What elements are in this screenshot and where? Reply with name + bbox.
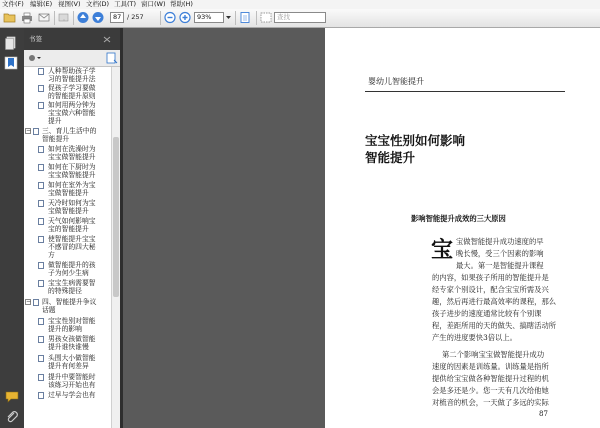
- page-number: 87: [539, 410, 548, 418]
- bookmark-item[interactable]: 宝宝性别对智能 提升的影响: [38, 317, 110, 333]
- bookmark-item[interactable]: 如何用两分钟为 宝宝做六种智能 提升: [38, 101, 110, 125]
- bookmark-item[interactable]: 做智能提升的孩 子为何少生病: [38, 261, 110, 277]
- menu-view[interactable]: 视图(V): [58, 0, 81, 8]
- menu-file[interactable]: 文件(F): [2, 0, 24, 8]
- panel-header: [24, 28, 120, 50]
- collapse-icon[interactable]: −: [26, 298, 32, 305]
- close-panel-icon[interactable]: [102, 35, 112, 44]
- bookmark-item[interactable]: 如何在室外为宝 宝做智能提升: [38, 181, 110, 197]
- bookmark-item[interactable]: 男孩女孩做智能 提升谁快谁慢: [38, 335, 110, 351]
- bookmark-item[interactable]: 天气如何影响宝 宝的智能提升: [38, 217, 110, 233]
- menu-help[interactable]: 帮助(H): [170, 0, 193, 8]
- bookmark-item[interactable]: 头围大小做智能 提升有何差异: [38, 354, 110, 370]
- print-icon[interactable]: [20, 11, 34, 24]
- pages-icon[interactable]: [4, 36, 18, 50]
- bookmark-item[interactable]: 提升中要智能时 该练习开始也有: [38, 373, 110, 389]
- zoom-in-icon[interactable]: [178, 11, 192, 24]
- comments-icon[interactable]: [5, 390, 19, 404]
- bookmark-list: [24, 67, 111, 428]
- menu-document[interactable]: 文档(D): [86, 0, 110, 8]
- bookmark-item[interactable]: 如何在洗澡时为 宝宝做智能提升: [38, 145, 110, 161]
- menu-tools[interactable]: 工具(T): [114, 0, 137, 8]
- bookmark-scrollbar[interactable]: [111, 67, 120, 428]
- document-page: 婴幼儿智能提升 宝宝性别如何影响 智能提升 影响智能提升成效的三大原因 宝 宝做智能提升成功速度的早 晚长慢，受三个因素的影响 最大。第一是智能提升课程 的内容，如果孩子所用的智能提升是 经专家个别设计，配合宝宝所需及兴 趣，然后再进行最高效率的课程，那么 孩子进步的速度通常比较有个别课 程，差距所用的天的做失、搞瞎活动所 产生的进度要快3倍以上。 第二个影响宝宝做智能提升成功 速度的因素是训练量。训练量是指所 提供给宝宝做各种智能提升过程的机 会是多还是少。您一天有几次给他她 对梳音的机会，一天做了多远的实际 87: [325, 28, 600, 428]
- chevron-down-icon[interactable]: [225, 11, 232, 24]
- fit-page-icon[interactable]: [238, 11, 252, 24]
- panel-title: 书签: [29, 35, 42, 43]
- bookmark-item[interactable]: 如何在下厨时为 宝宝做智能提升: [38, 163, 110, 179]
- email-icon[interactable]: [37, 11, 51, 24]
- page-total-label: / 257: [127, 13, 144, 21]
- bookmark-item[interactable]: 促孩子学习要做 的智能提升原则: [38, 84, 110, 100]
- chapter-title-line1: 宝宝性别如何影响: [365, 133, 466, 148]
- attachment-icon[interactable]: [5, 410, 19, 424]
- navigation-strip: [0, 28, 24, 428]
- panel-toolbar: [24, 50, 120, 67]
- menu-window[interactable]: 窗口(W): [141, 0, 166, 8]
- header-rule: [365, 91, 565, 92]
- collaborate-icon[interactable]: [57, 11, 71, 24]
- select-tool-icon[interactable]: [259, 11, 273, 24]
- drop-cap: 宝: [431, 237, 454, 263]
- next-page-icon[interactable]: [91, 11, 105, 24]
- zoom-level-select[interactable]: 93%: [194, 12, 224, 23]
- bookmark-item[interactable]: 宝宝生病需要智 的特殊提径: [38, 279, 110, 295]
- toolbar: [0, 9, 600, 28]
- search-input[interactable]: 查找: [274, 12, 326, 23]
- bookmark-section[interactable]: − 三、育儿生活中的 智能提升: [26, 127, 97, 143]
- menu-edit[interactable]: 编辑(E): [30, 0, 53, 8]
- zoom-out-icon[interactable]: [163, 11, 177, 24]
- bookmark-item[interactable]: 天冷时如何为宝 宝做智能提升: [38, 199, 110, 215]
- open-folder-icon[interactable]: [3, 11, 17, 24]
- page-number-input[interactable]: 87: [110, 12, 124, 23]
- bookmark-item[interactable]: 过早与学会也有: [38, 391, 110, 401]
- bookmark-item[interactable]: 使智能提升宝宝 不感冒的四大秘 方: [38, 235, 110, 259]
- running-header: 婴幼儿智能提升: [368, 77, 424, 86]
- section-heading: 影响智能提升成效的三大原因: [411, 214, 506, 223]
- bookmark-section[interactable]: − 四、智能提升争议 话题: [26, 298, 97, 314]
- scrollbar-thumb[interactable]: [113, 137, 119, 297]
- bookmarks-icon[interactable]: [4, 56, 18, 70]
- document-view[interactable]: [123, 28, 600, 428]
- previous-page-icon[interactable]: [76, 11, 90, 24]
- options-icon[interactable]: [28, 53, 42, 63]
- chapter-title-line2: 智能提升: [365, 150, 416, 165]
- expand-bookmark-icon[interactable]: [106, 52, 118, 64]
- bookmark-item[interactable]: 人种帮助孩子学 习的智能提升法: [38, 67, 110, 83]
- bookmarks-panel: [24, 28, 120, 428]
- collapse-icon[interactable]: −: [26, 127, 32, 134]
